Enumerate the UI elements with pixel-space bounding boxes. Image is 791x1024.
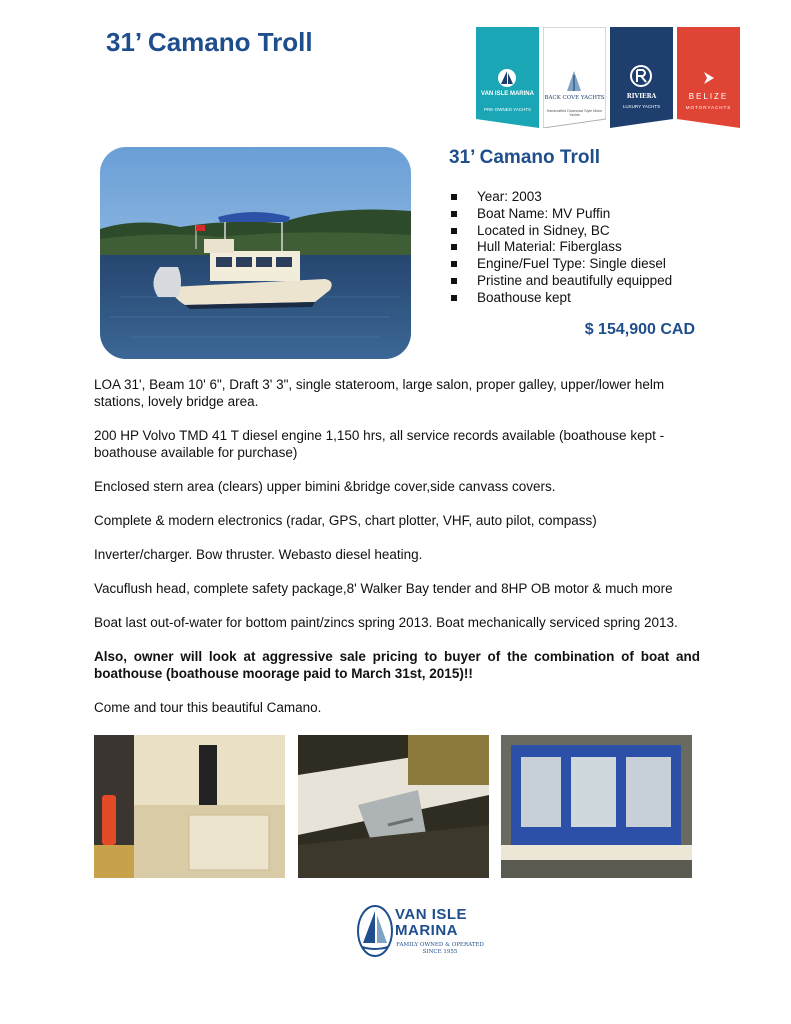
spec-storage: Boathouse kept: [449, 290, 672, 307]
description-paragraph: LOA 31', Beam 10' 6", Draft 3' 3", single stateroom, large salon, proper galley, upper/lower helm stations, lovely bridge area.: [94, 377, 665, 409]
spec-year: Year: 2003: [449, 189, 672, 206]
boat-hero-photo: [100, 147, 411, 359]
spec-boat-name: Boat Name: MV Puffin: [449, 206, 672, 223]
brand-name: BACK COVE YACHTS: [544, 95, 605, 101]
spec-condition: Pristine and beautifully equipped: [449, 273, 672, 290]
description-paragraph: Vacuflush head, complete safety package,8' Walker Bay tender and 8HP OB motor & much more: [94, 581, 673, 596]
description-paragraph: Complete & modern electronics (radar, GPS, chart plotter, VHF, auto pilot, compass): [94, 513, 597, 528]
spec-location: Located in Sidney, BC: [449, 223, 672, 240]
footer-logo: [357, 905, 484, 961]
brand-tagline: LUXURY YACHTS: [622, 104, 661, 109]
description-paragraph: Enclosed stern area (clears) upper bimini &bridge cover,side canvass covers.: [94, 479, 556, 494]
brand-banners: [476, 27, 740, 128]
brand-tagline: PRE-OWNED YACHTS: [483, 107, 532, 112]
brand-tagline: Handcrafted Downeast Style Motor Yachts: [546, 109, 603, 117]
brand-name: BELIZE: [688, 92, 729, 101]
gallery-photo-anchor[interactable]: [298, 735, 489, 878]
footer-name-line2: MARINA: [395, 922, 458, 939]
spec-list: [449, 189, 672, 307]
sailboat-emblem-icon: [357, 905, 393, 957]
gallery-photo-canvas-enclosure[interactable]: [501, 735, 692, 878]
brand-name: RIVIERA: [626, 93, 657, 100]
spec-hull-material: Hull Material: Fiberglass: [449, 239, 672, 256]
description-paragraph: Inverter/charger. Bow thruster. Webasto diesel heating.: [94, 547, 423, 562]
footer-name-line1: VAN ISLE: [395, 906, 468, 923]
brand-riviera[interactable]: [610, 27, 673, 128]
footer-tagline-line2: SINCE 1955: [422, 949, 458, 955]
brand-name: VAN ISLE MARINA: [481, 91, 534, 97]
listing-subtitle: 31’ Camano Troll: [449, 147, 600, 168]
page-title: 31’ Camano Troll: [106, 27, 313, 57]
brand-tagline: MOTORYACHTS: [685, 105, 732, 110]
brand-van-isle-marina[interactable]: [476, 27, 539, 128]
description-paragraph: Boat last out-of-water for bottom paint/zincs spring 2013. Boat mechanically serviced spring 2013.: [94, 615, 678, 630]
listing-price: $ 154,900 CAD: [584, 321, 695, 338]
closing-line: Come and tour this beautiful Camano.: [94, 700, 322, 715]
spec-engine: Engine/Fuel Type: Single diesel: [449, 256, 672, 273]
gallery-photo-interior[interactable]: [94, 735, 285, 878]
brand-back-cove[interactable]: [543, 27, 606, 128]
description: [94, 376, 700, 733]
brand-belize[interactable]: [677, 27, 740, 128]
description-paragraph: 200 HP Volvo TMD 41 T diesel engine 1,150 hrs, all service records available (boathouse kept - boathouse available for purchase): [94, 428, 665, 460]
bold-sale-note: Also, owner will look at aggressive sale pricing to buyer of the combination of boat and boathouse (boathouse moorage paid to March 31st, 2015)!!: [94, 649, 700, 681]
footer-tagline-line1: FAMILY OWNED & OPERATED: [396, 942, 484, 948]
